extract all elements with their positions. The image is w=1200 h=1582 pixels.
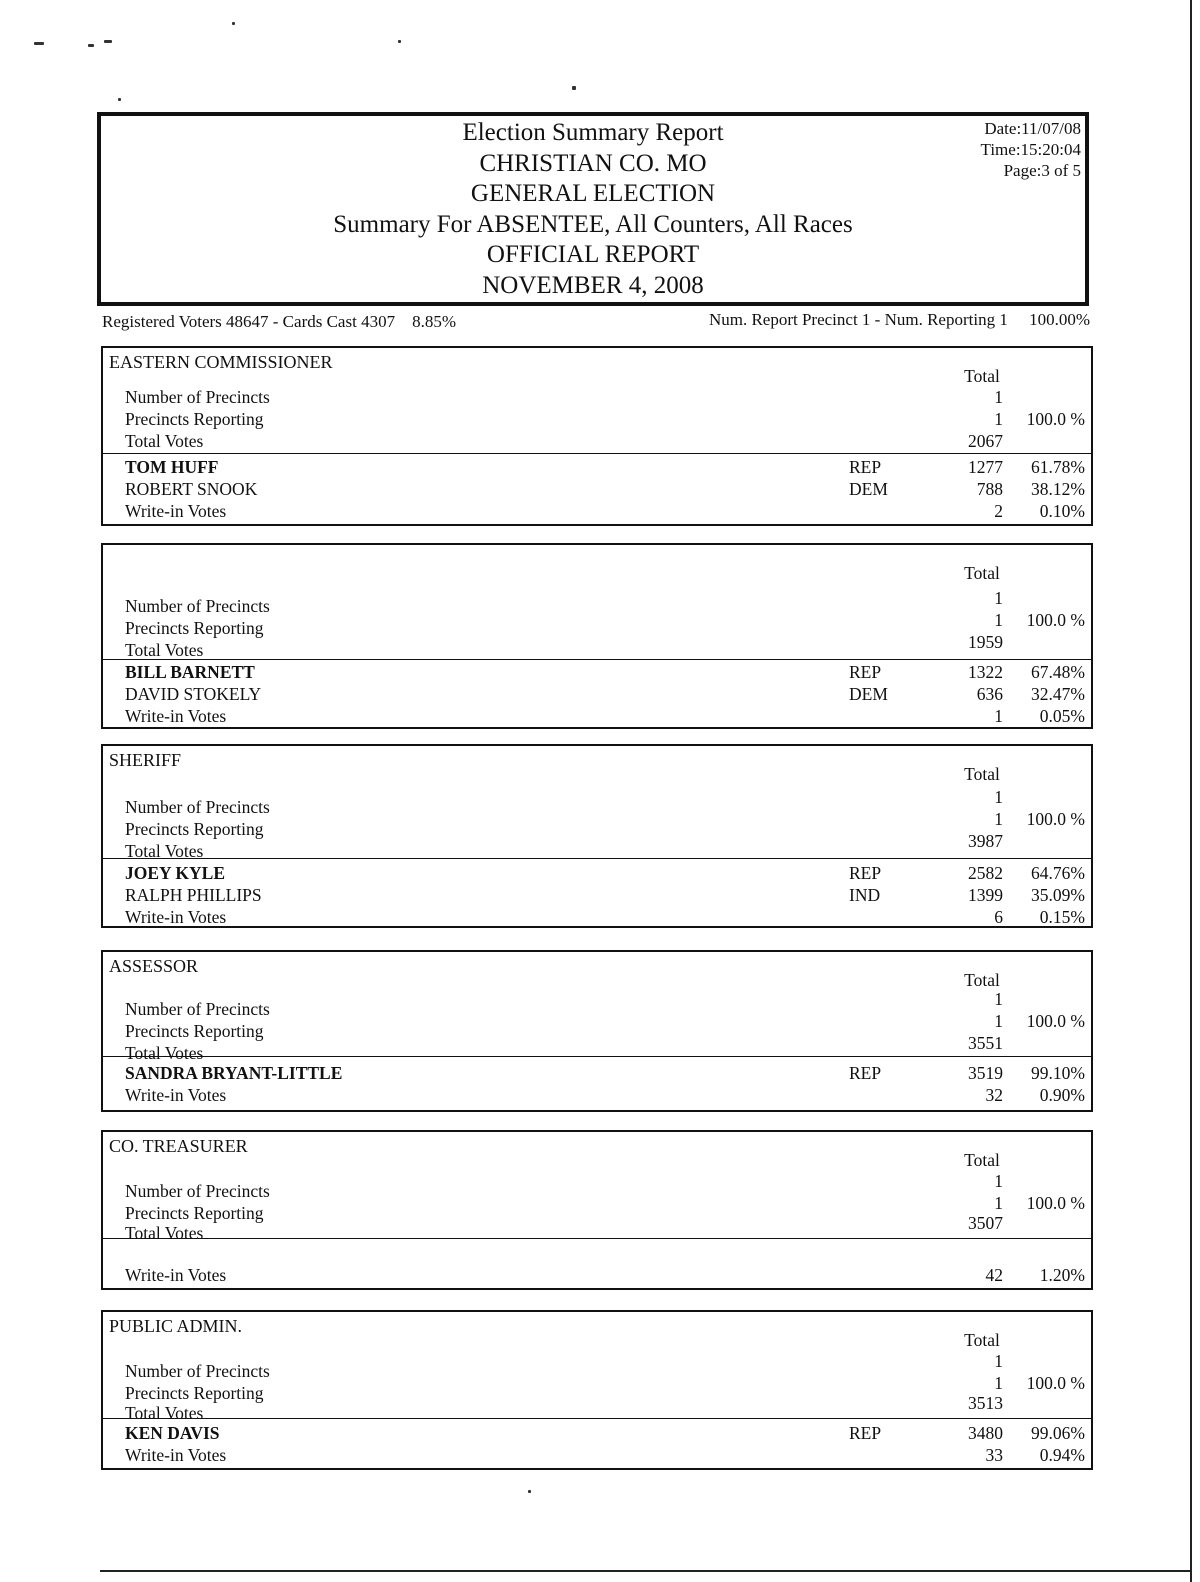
candidate-votes: 788	[976, 479, 1003, 499]
row-separator	[103, 1238, 1091, 1239]
num-precincts-label: Number of Precincts	[125, 797, 270, 817]
total-votes-label: Total Votes	[125, 1403, 204, 1423]
total-votes-value: 3513	[968, 1393, 1003, 1413]
total-column-header: Total	[964, 563, 1000, 583]
candidate-row	[103, 705, 1091, 727]
report-header	[97, 112, 1089, 306]
precincts-reporting-label: Precincts Reporting	[125, 618, 264, 638]
report-title-block	[101, 118, 1085, 302]
candidate-name: Write-in Votes	[125, 907, 227, 927]
total-votes-label: Total Votes	[125, 431, 204, 451]
candidate-pct: 0.05%	[1039, 706, 1085, 726]
num-precincts-label: Number of Precincts	[125, 387, 270, 407]
turnout-pct: 8.85%	[412, 312, 456, 331]
candidate-name: JOEY KYLE	[125, 863, 225, 883]
candidate-pct: 32.47%	[1031, 684, 1085, 704]
total-votes-label: Total Votes	[125, 1223, 204, 1243]
candidate-row	[103, 478, 1091, 500]
candidate-votes: 42	[985, 1265, 1003, 1285]
race-box	[101, 1310, 1093, 1470]
total-column-header: Total	[964, 970, 1000, 990]
candidate-name: ROBERT SNOOK	[125, 479, 258, 499]
total-votes-value: 3551	[968, 1033, 1003, 1053]
num-precincts-value: 1	[994, 387, 1003, 407]
total-votes-value: 1959	[968, 632, 1003, 652]
registered-voters: Registered Voters 48647 - Cards Cast 4307	[102, 312, 396, 331]
candidate-party: REP	[849, 1063, 882, 1083]
candidate-pct: 64.76%	[1031, 863, 1085, 883]
scan-speck	[528, 1490, 531, 1493]
total-column-header: Total	[964, 1330, 1000, 1350]
candidate-votes: 2	[994, 501, 1003, 521]
candidate-name: Write-in Votes	[125, 1265, 227, 1285]
scan-speck	[118, 98, 121, 101]
race-box	[101, 543, 1093, 729]
scan-speck	[88, 44, 94, 47]
row-separator	[103, 1056, 1091, 1057]
report-title: Election Summary Report	[462, 119, 724, 146]
num-precincts-label: Number of Precincts	[125, 1181, 270, 1201]
candidate-party: REP	[849, 863, 882, 883]
summary-scope: Summary For ABSENTEE, All Counters, All Races	[333, 210, 853, 238]
candidate-votes: 6	[994, 907, 1003, 927]
race-title: CO. TREASURER	[109, 1136, 248, 1156]
report-status: OFFICIAL REPORT	[486, 241, 700, 269]
report-time: Time:15:20:04	[980, 140, 1081, 159]
candidate-votes: 1277	[968, 457, 1003, 477]
precincts-reporting-pct: 100.0 %	[1026, 1011, 1085, 1031]
total-votes-label: Total Votes	[125, 640, 204, 660]
num-precincts-value: 1	[994, 787, 1003, 807]
candidate-name: Write-in Votes	[125, 501, 227, 521]
precincts-reporting-label: Precincts Reporting	[125, 409, 264, 429]
candidate-party: REP	[849, 662, 882, 682]
race-title: PUBLIC ADMIN.	[109, 1316, 243, 1336]
report-page: Page:3 of 5	[1003, 161, 1081, 180]
row-separator	[103, 1418, 1091, 1419]
candidate-row	[103, 1264, 1091, 1286]
candidate-row	[103, 1242, 1091, 1264]
precincts-reporting-value: 1	[994, 809, 1003, 829]
precincts-reporting-label: Precincts Reporting	[125, 1203, 264, 1223]
candidate-pct: 0.10%	[1039, 501, 1085, 521]
candidate-votes: 1399	[968, 885, 1003, 905]
candidate-name: Write-in Votes	[125, 706, 227, 726]
row-separator	[103, 453, 1091, 454]
precincts-reporting-pct: 100.0 %	[1026, 409, 1085, 429]
candidate-row	[103, 1084, 1091, 1106]
candidate-name: RALPH PHILLIPS	[125, 885, 262, 905]
total-votes-label: Total Votes	[125, 1043, 204, 1063]
candidate-votes: 636	[976, 684, 1003, 704]
num-precincts-value: 1	[994, 1171, 1003, 1191]
candidate-votes: 33	[985, 1445, 1003, 1465]
scan-speck	[34, 42, 44, 45]
precincts-reporting-label: Precincts Reporting	[125, 1021, 264, 1041]
total-column-header: Total	[964, 764, 1000, 784]
candidate-name: BILL BARNETT	[125, 662, 255, 682]
precincts-reporting-summary: Num. Report Precinct 1 - Num. Reporting 1	[708, 310, 1008, 329]
total-votes-value: 3507	[968, 1213, 1003, 1233]
candidate-row	[103, 862, 1091, 884]
precincts-reporting-pct: 100.0 %	[1026, 1193, 1085, 1213]
race-box	[101, 744, 1093, 928]
row-separator	[103, 659, 1091, 660]
candidate-row	[103, 1422, 1091, 1444]
candidate-name: Write-in Votes	[125, 1445, 227, 1465]
candidate-pct: 0.15%	[1039, 907, 1085, 927]
candidate-pct: 99.06%	[1031, 1423, 1085, 1443]
precincts-reporting-value: 1	[994, 610, 1003, 630]
candidate-pct: 35.09%	[1031, 885, 1085, 905]
race-box	[101, 950, 1093, 1112]
candidate-name: KEN DAVIS	[125, 1423, 220, 1443]
candidate-votes: 1322	[968, 662, 1003, 682]
candidate-name: DAVID STOKELY	[125, 684, 262, 704]
num-precincts-label: Number of Precincts	[125, 596, 270, 616]
candidate-pct: 0.90%	[1039, 1085, 1085, 1105]
total-votes-value: 2067	[968, 431, 1003, 451]
candidate-party: DEM	[849, 479, 888, 499]
candidate-name: SANDRA BRYANT-LITTLE	[125, 1063, 343, 1083]
candidate-votes: 32	[985, 1085, 1003, 1105]
num-precincts-value: 1	[994, 989, 1003, 1009]
candidate-party: REP	[849, 1423, 882, 1443]
race-title: EASTERN COMMISSIONER	[109, 352, 333, 372]
candidate-party: REP	[849, 457, 882, 477]
num-precincts-value: 1	[994, 588, 1003, 608]
candidate-votes: 3519	[968, 1063, 1003, 1083]
candidate-row	[103, 884, 1091, 906]
candidate-party: DEM	[849, 684, 888, 704]
candidate-row	[103, 661, 1091, 683]
candidate-pct: 0.94%	[1039, 1445, 1085, 1465]
candidate-name: Write-in Votes	[125, 1085, 227, 1105]
election-date: NOVEMBER 4, 2008	[482, 271, 704, 299]
candidate-row	[103, 1444, 1091, 1466]
candidate-pct: 38.12%	[1031, 479, 1085, 499]
precincts-reporting-value: 1	[994, 1011, 1003, 1031]
candidate-votes: 2582	[968, 863, 1003, 883]
precincts-reporting-label: Precincts Reporting	[125, 819, 264, 839]
scan-speck	[232, 22, 235, 25]
page-edge-right	[1190, 0, 1192, 1582]
race-box	[101, 346, 1093, 526]
election-name: GENERAL ELECTION	[470, 180, 716, 208]
candidate-pct: 67.48%	[1031, 662, 1085, 682]
candidate-row	[103, 456, 1091, 478]
candidate-pct: 99.10%	[1031, 1063, 1085, 1083]
precincts-reporting-value: 1	[994, 409, 1003, 429]
race-box	[101, 1130, 1093, 1290]
total-column-header: Total	[964, 1150, 1000, 1170]
num-precincts-label: Number of Precincts	[125, 999, 270, 1019]
candidate-row	[103, 683, 1091, 705]
report-meta	[981, 118, 1081, 181]
race-title: ASSESSOR	[109, 956, 199, 976]
candidate-pct: 61.78%	[1031, 457, 1085, 477]
num-precincts-label: Number of Precincts	[125, 1361, 270, 1381]
scan-speck	[398, 40, 401, 43]
candidate-votes: 3480	[968, 1423, 1003, 1443]
report-date: Date:11/07/08	[984, 119, 1081, 138]
precincts-reporting-label: Precincts Reporting	[125, 1383, 264, 1403]
scan-speck	[104, 40, 112, 43]
precincts-reporting-pct: 100.0 %	[1026, 809, 1085, 829]
total-column-header: Total	[964, 366, 1000, 386]
county-name: CHRISTIAN CO. MO	[479, 149, 707, 177]
page-edge-bottom	[100, 1570, 1192, 1572]
total-votes-label: Total Votes	[125, 841, 204, 861]
candidate-party: IND	[849, 885, 881, 905]
candidate-pct: 1.20%	[1039, 1265, 1085, 1285]
candidate-votes: 1	[994, 706, 1003, 726]
total-votes-value: 3987	[968, 831, 1003, 851]
candidate-row	[103, 1062, 1091, 1084]
num-precincts-value: 1	[994, 1351, 1003, 1371]
precincts-reporting-pct: 100.0 %	[1026, 610, 1085, 630]
precincts-reporting-value: 1	[994, 1193, 1003, 1213]
precincts-reporting-value: 1	[994, 1373, 1003, 1393]
row-separator	[103, 858, 1091, 859]
scan-speck	[572, 86, 576, 90]
candidate-row	[103, 906, 1091, 928]
candidate-name: TOM HUFF	[125, 457, 219, 477]
reporting-pct: 100.00%	[1029, 310, 1090, 329]
precincts-reporting-pct: 100.0 %	[1026, 1373, 1085, 1393]
candidate-row	[103, 500, 1091, 522]
summary-line	[102, 310, 1090, 338]
race-title: SHERIFF	[109, 750, 182, 770]
